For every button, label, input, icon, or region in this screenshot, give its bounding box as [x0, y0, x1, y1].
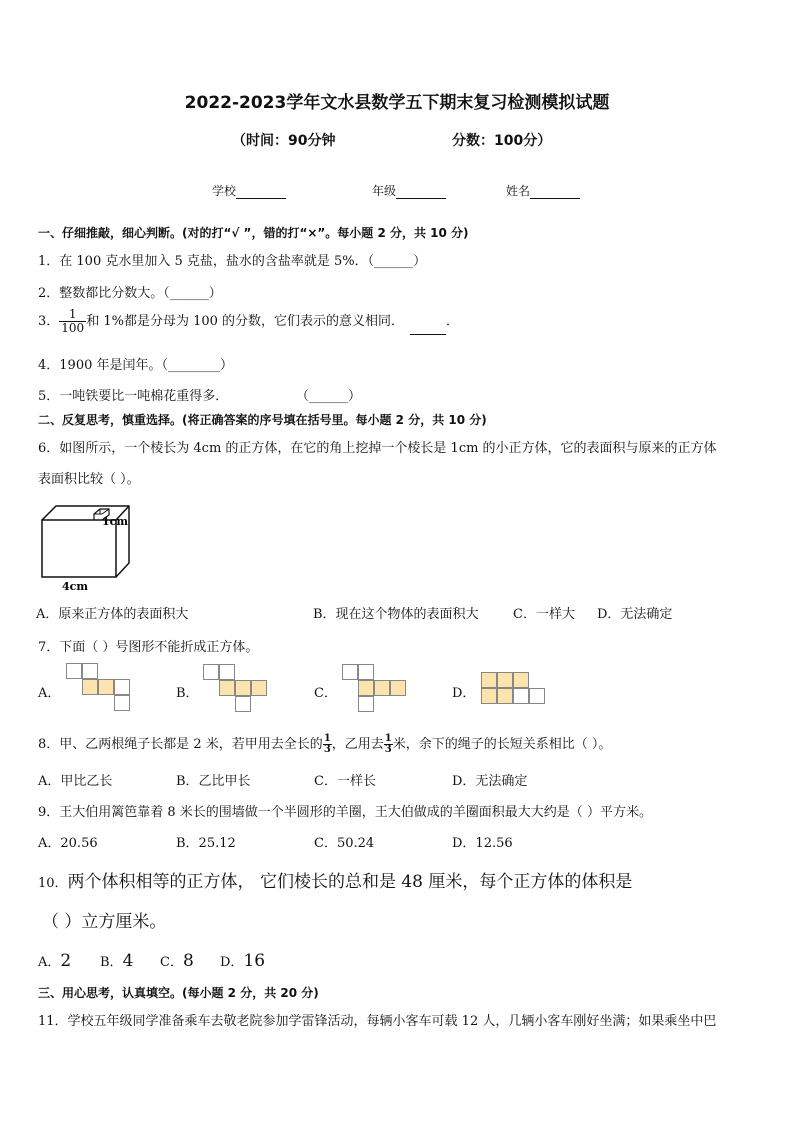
- question-2: 2．整数都比分数大。（______）: [38, 286, 222, 301]
- q10-option-a[interactable]: [38, 951, 71, 971]
- question-1: 1．在 100 克水里加入 5 克盐，盐水的含盐率就是 5%．（______）: [38, 254, 427, 269]
- name-blank[interactable]: [530, 186, 580, 199]
- q8-text-c: 米，余下的绳子的长短关系相比（ ）。: [392, 737, 612, 752]
- q9-option-d[interactable]: D．12.56: [452, 836, 513, 851]
- cube-figure: [36, 500, 136, 595]
- q8-fraction-2: [384, 734, 393, 755]
- q10-option-a-value: 2: [60, 951, 72, 971]
- q9-option-b[interactable]: B．25.12: [176, 836, 236, 851]
- section3-heading: 三、用心思考，认真填空。(每小题 2 分，共 20 分): [38, 986, 319, 1000]
- net-square: [497, 688, 513, 704]
- q8-denominator-2: 3: [384, 744, 392, 755]
- net-square: [497, 672, 513, 688]
- net-square: [98, 679, 114, 695]
- grade-label: 年级: [372, 184, 397, 198]
- question-4: 4．1900 年是闰年。（________）: [38, 358, 233, 373]
- net-square: [374, 680, 390, 696]
- q8-text-a: 8．甲、乙两根绳子长都是 2 米，若甲用去全长的: [38, 737, 323, 752]
- net-square: [203, 664, 219, 680]
- q10-text-line1: 两个体积相等的正方体， 它们棱长的总和是 48 厘米，每个正方体的体积是: [67, 872, 633, 892]
- net-square: [513, 672, 529, 688]
- net-square: [66, 663, 82, 679]
- q7-option-d-label[interactable]: D．: [452, 686, 476, 701]
- q10-option-b-label: B．: [100, 955, 123, 970]
- q8-fraction-1: [323, 734, 332, 755]
- question-10-line2: （ ）立方厘米。: [42, 912, 167, 932]
- question-5-blank: （______）: [296, 389, 362, 404]
- name-field[interactable]: [506, 182, 580, 199]
- question-6-line2: 表面积比较（ ）。: [38, 472, 140, 487]
- grade-blank[interactable]: [396, 186, 446, 199]
- q10-option-d-value: 16: [243, 951, 266, 971]
- net-square: [114, 695, 130, 711]
- q7-option-c-label[interactable]: C．: [314, 686, 337, 701]
- exam-score: 分数：100分）: [452, 133, 552, 149]
- q10-option-c[interactable]: [160, 951, 194, 971]
- section2-heading: 二、反复思考，慎重选择。(将正确答案的序号填在括号里。每小题 2 分，共 10 分): [38, 413, 487, 427]
- q9-option-c[interactable]: C．50.24: [314, 836, 375, 851]
- q3-prefix: 3．: [38, 314, 60, 329]
- net-square: [358, 680, 374, 696]
- q7-option-b-label[interactable]: B．: [176, 686, 199, 701]
- net-square: [219, 664, 235, 680]
- q8-numerator-2: 1: [384, 733, 392, 744]
- q6-option-a[interactable]: A．原来正方体的表面积大: [36, 607, 189, 622]
- q10-option-c-value: 8: [182, 951, 194, 971]
- q8-text-b: ，乙用去: [331, 737, 384, 752]
- big-edge-label: 4cm: [62, 580, 88, 593]
- question-10-line1: [38, 867, 632, 892]
- net-square: [82, 679, 98, 695]
- q8-option-d[interactable]: D．无法确定: [452, 774, 528, 789]
- q3-numerator: 1: [59, 308, 86, 322]
- school-field[interactable]: [212, 182, 286, 199]
- q8-option-a[interactable]: A．甲比乙长: [38, 774, 113, 789]
- small-edge-label: 1cm: [102, 515, 128, 528]
- q8-option-b[interactable]: B．乙比甲长: [176, 774, 251, 789]
- question-5-text: 5．一吨铁要比一吨棉花重得多．: [38, 389, 229, 404]
- net-square: [358, 696, 374, 712]
- q3-blank[interactable]: [410, 322, 446, 335]
- q10-option-b-value: 4: [122, 951, 134, 971]
- q10-option-d[interactable]: [220, 951, 265, 971]
- q3-denominator: 100: [61, 321, 85, 335]
- q8-option-c[interactable]: C．一样长: [314, 774, 376, 789]
- question-7: 7．下面（ ）号图形不能折成正方体。: [38, 640, 259, 655]
- exam-time: （时间：90分钟: [232, 133, 336, 149]
- q3-fraction: [59, 308, 86, 335]
- question-3: [38, 308, 459, 335]
- net-square: [481, 688, 497, 704]
- q7-option-a-label[interactable]: A．: [38, 686, 61, 701]
- net-square: [529, 688, 545, 704]
- school-blank[interactable]: [236, 186, 286, 199]
- q9-option-a[interactable]: A．20.56: [38, 836, 98, 851]
- q10-prefix: 10．: [38, 876, 68, 891]
- net-square: [358, 664, 374, 680]
- net-square: [114, 679, 130, 695]
- question-8: [38, 733, 611, 755]
- net-square: [481, 672, 497, 688]
- q10-option-c-label: C．: [160, 955, 183, 970]
- net-square: [219, 680, 235, 696]
- q10-option-a-label: A．: [38, 955, 61, 970]
- net-square: [342, 664, 358, 680]
- q6-option-b[interactable]: B．现在这个物体的表面积大: [313, 607, 479, 622]
- q8-numerator-1: 1: [323, 733, 331, 744]
- grade-field[interactable]: [372, 182, 446, 199]
- question-6-line1: 6．如图所示，一个棱长为 4cm 的正方体，在它的角上挖掉一个棱长是 1cm 的小正方体，它的表面积与原来的正方体: [38, 441, 717, 456]
- q8-denominator-1: 3: [323, 744, 331, 755]
- q6-option-d[interactable]: D．无法确定: [597, 607, 673, 622]
- q3-text: 和 1%都是分母为 100 的分数，它们表示的意义相同．: [86, 314, 405, 329]
- school-label: 学校: [212, 184, 237, 198]
- q10-option-d-label: D．: [220, 955, 244, 970]
- net-square: [235, 696, 251, 712]
- net-square: [513, 688, 529, 704]
- q6-option-c[interactable]: C．一样大: [513, 607, 575, 622]
- q3-end: ．: [446, 314, 460, 329]
- page-title: 2022-2023学年文水县数学五下期末复习检测模拟试题: [184, 93, 610, 113]
- question-11: 11．学校五年级同学准备乘车去敬老院参加学雷锋活动，每辆小客车可载 12 人，几辆小客车刚好坐满；如果乘坐中巴: [38, 1014, 717, 1029]
- net-square: [390, 680, 406, 696]
- name-label: 姓名: [506, 184, 531, 198]
- net-square: [82, 663, 98, 679]
- question-9: 9．王大伯用篱笆靠着 8 米长的围墙做一个半圆形的羊圈，王大伯做成的羊圈面积最大大约是（ ）平方米。: [38, 805, 652, 820]
- q10-option-b[interactable]: [100, 951, 133, 971]
- section1-heading: 一、仔细推敲，细心判断。(对的打“√ ”，错的打“×”。每小题 2 分，共 10 分): [38, 226, 469, 240]
- net-square: [235, 680, 251, 696]
- net-square: [251, 680, 267, 696]
